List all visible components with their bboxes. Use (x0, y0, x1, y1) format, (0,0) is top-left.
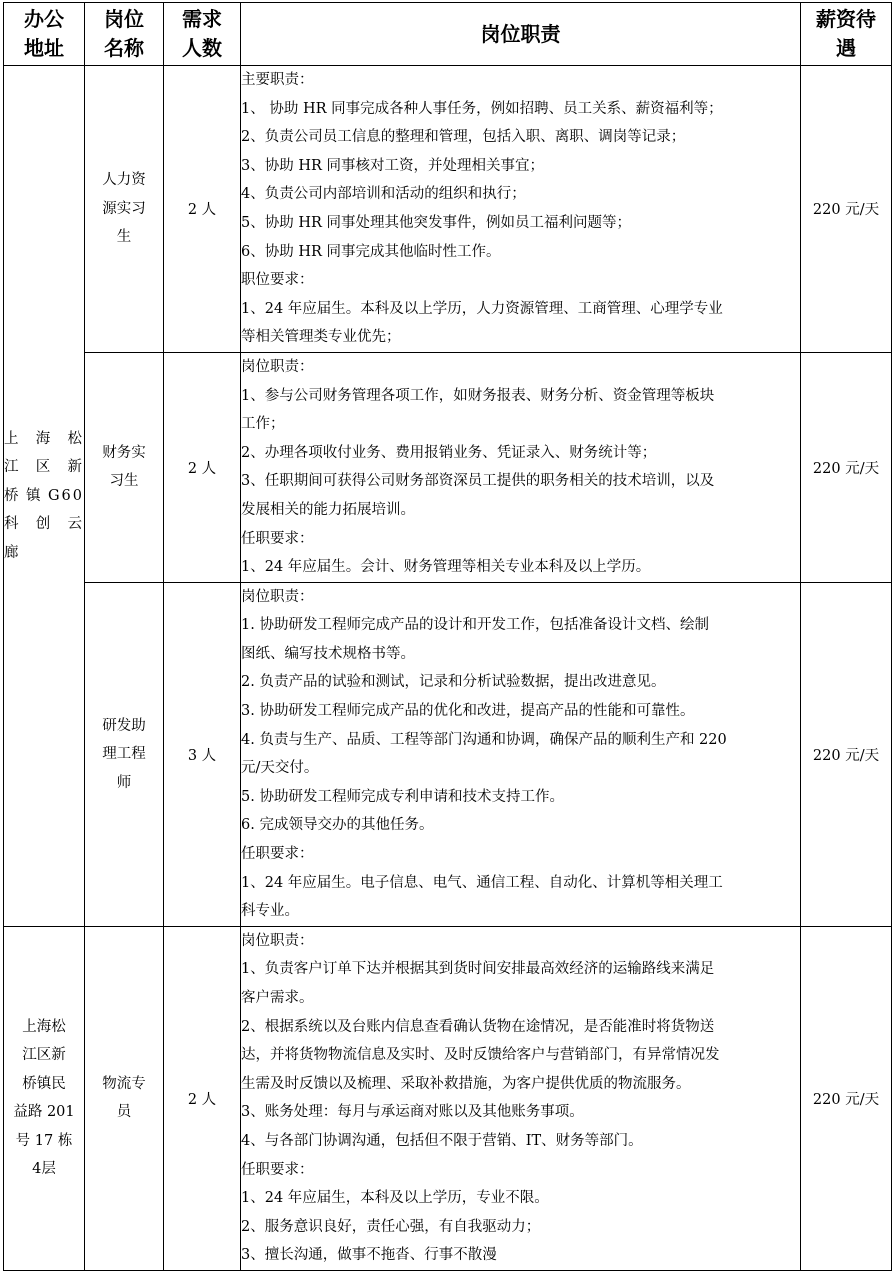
header-position: 岗位 名称 (85, 3, 164, 66)
salary-cell: 220 元/天 (801, 582, 892, 926)
office-address-cell: 上海松 江区新 桥镇G60 科创云 廊 (4, 66, 85, 927)
duties-cell: 岗位职责： 1. 协助研发工程师完成产品的设计和开发工作，包括准备设计文档、绘制 图纸、编写技术规格书等。 2. 负责产品的试验和测试，记录和分析试验数据，提出改进意见。 3. 协助研发工程师完成产品的优化和改进，提高产品的性能和可靠性。 4. 负责与生产、品质、工程等部门沟通和协调，确保产品的顺利生产和 220 元/天交付。 5. 协助研发工程师完成专利申请和技术支持工作。 6. 完成领导交办的其他任务。 任职要求： 1、24 年应届生。电子信息、电气、通信工程、自动化、计算机等相关理工 科专业。 (241, 582, 801, 926)
duties-cell: 岗位职责： 1、负责客户订单下达并根据其到货时间安排最高效经济的运输路线来满足 客户需求。 2、根据系统以及台账内信息查看确认货物在途情况，是否能准时将货物送 达，并将货物物流信息及实时、及时反馈给客户与营销部门，有异常情况发 生需及时反馈以及梳理、采取补救措施，为客户提供优质的物流服务。 3、账务处理：每月与承运商对账以及其他账务事项。 4、与各部门协调沟通，包括但不限于营销、IT、财务等部门。 任职要求： 1、24 年应届生，本科及以上学历，专业不限。 2、服务意识良好，责任心强，有自我驱动力； 3、擅长沟通，做事不拖沓、行事不散漫 (241, 926, 801, 1270)
job-table (3, 2, 892, 1271)
header-duties: 岗位职责 (241, 3, 801, 66)
header-row (4, 3, 892, 66)
position-name: 财务实 习生 (85, 352, 164, 582)
headcount: 2 人 (164, 926, 241, 1270)
table-row (4, 582, 892, 926)
salary-cell: 220 元/天 (801, 352, 892, 582)
duties-cell: 主要职责： 1、 协助 HR 同事完成各种人事任务，例如招聘、员工关系、薪资福利等； 2、负责公司员工信息的整理和管理，包括入职、离职、调岗等记录； 3、协助 HR 同事核对工资，并处理相关事宜； 4、负责公司内部培训和活动的组织和执行； 5、协助 HR 同事处理其他突发事件，例如员工福利问题等； 6、协助 HR 同事完成其他临时性工作。 职位要求： 1、24 年应届生。本科及以上学历，人力资源管理、工商管理、心理学专业 等相关管理类专业优先； (241, 66, 801, 353)
office-address-cell: 上海松 江区新 桥镇民 益路 201 号 17 栋 4层 (4, 926, 85, 1270)
header-salary: 薪资待 遇 (801, 3, 892, 66)
position-name: 研发助 理工程 师 (85, 582, 164, 926)
table-row (4, 352, 892, 582)
position-name: 物流专 员 (85, 926, 164, 1270)
header-count: 需求 人数 (164, 3, 241, 66)
duties-cell: 岗位职责： 1、参与公司财务管理各项工作，如财务报表、财务分析、资金管理等板块 工作； 2、办理各项收付业务、费用报销业务、凭证录入、财务统计等； 3、任职期间可获得公司财务部资深员工提供的职务相关的技术培训，以及 发展相关的能力拓展培训。 任职要求： 1、24 年应届生。会计、财务管理等相关专业本科及以上学历。 (241, 352, 801, 582)
headcount: 2 人 (164, 352, 241, 582)
table-row (4, 66, 892, 353)
salary-cell: 220 元/天 (801, 926, 892, 1270)
headcount: 2 人 (164, 66, 241, 353)
headcount: 3 人 (164, 582, 241, 926)
header-address: 办公 地址 (4, 3, 85, 66)
salary-cell: 220 元/天 (801, 66, 892, 353)
position-name: 人力资 源实习 生 (85, 66, 164, 353)
table-row (4, 926, 892, 1270)
